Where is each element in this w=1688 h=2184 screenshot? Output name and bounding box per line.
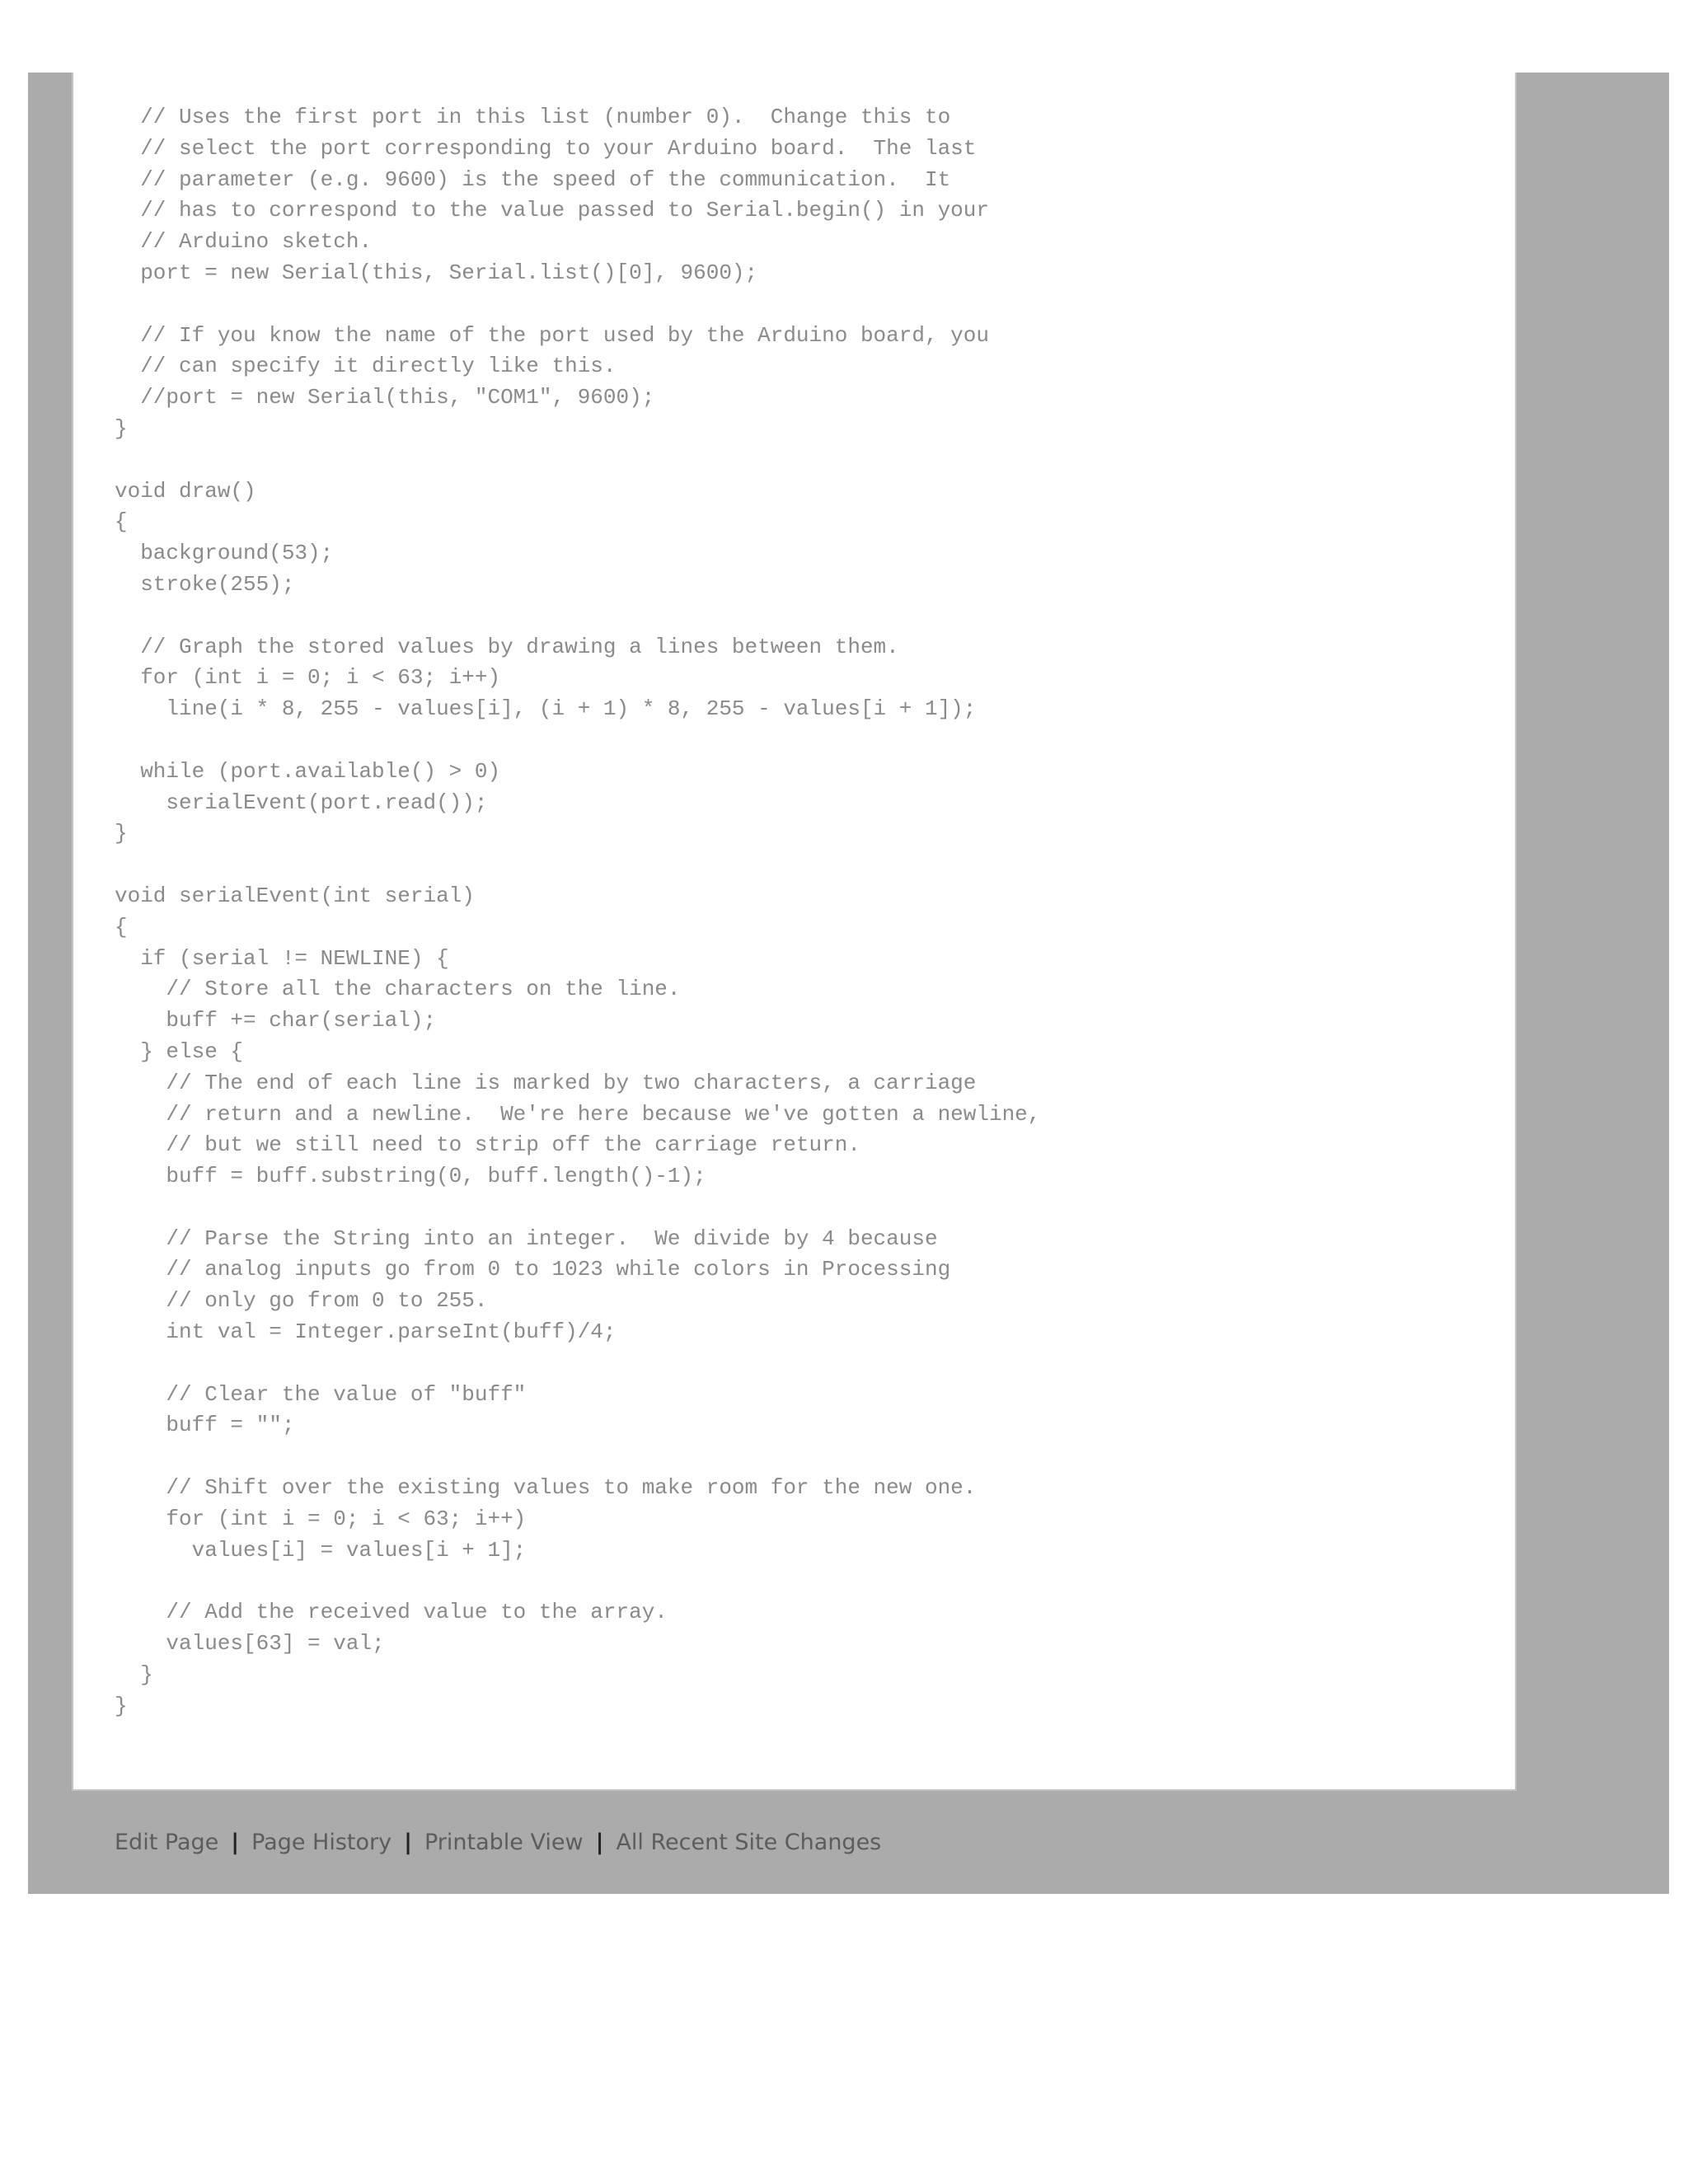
printable-view-link[interactable]: Printable View [424,1829,584,1855]
code-line: // Arduino sketch. [115,229,373,255]
footer-separator: | [231,1829,240,1855]
code-line: background(53); [115,541,334,566]
content-panel [72,73,1517,1791]
code-line: serialEvent(port.read()); [115,790,488,815]
footer-separator: | [595,1829,604,1855]
code-line: values[63] = val; [115,1631,385,1657]
code-line: } else { [115,1038,244,1064]
code-line: buff = ""; [115,1413,295,1438]
code-line: line(i * 8, 255 - values[i], (i + 1) * 8, 255 - values[i + 1]); [115,696,977,722]
code-line: { [115,509,128,535]
code-line: } [115,1661,153,1687]
code-line: port = new Serial(this, Serial.list()[0], 9600); [115,260,758,285]
code-line [115,1193,1040,1224]
code-line: for (int i = 0; i < 63; i++) [115,1506,527,1531]
code-block [115,102,1040,1722]
code-line: // parameter (e.g. 9600) is the speed of the communication. It [115,166,951,192]
code-line [115,1566,1040,1597]
code-line: // but we still need to strip off the carriage return. [115,1132,860,1158]
code-line [115,601,1040,632]
all-recent-site-changes-link[interactable]: All Recent Site Changes [616,1829,882,1855]
page-frame [28,73,1669,1894]
code-line: // Graph the stored values by drawing a lines between them. [115,634,899,659]
footer-links [115,1824,881,1860]
code-line: // Store all the characters on the line. [115,977,681,1002]
footer-separator: | [404,1829,412,1855]
edit-page-link[interactable]: Edit Page [115,1829,219,1855]
code-line: if (serial != NEWLINE) { [115,945,449,971]
code-line: // Clear the value of "buff" [115,1381,527,1407]
code-line: // can specify it directly like this. [115,354,617,379]
code-line [115,1441,1040,1473]
code-line: while (port.available() > 0) [115,758,501,784]
code-line: int val = Integer.parseInt(buff)/4; [115,1319,617,1345]
code-line: buff = buff.substring(0, buff.length()-1); [115,1164,706,1189]
code-line: // If you know the name of the port used by the Arduino board, you [115,322,989,348]
code-line: // The end of each line is marked by two characters, a carriage [115,1070,977,1095]
code-line: for (int i = 0; i < 63; i++) [115,665,501,691]
code-line: // select the port corresponding to your Arduino board. The last [115,135,977,161]
code-line: stroke(255); [115,571,295,597]
page-history-link[interactable]: Page History [251,1829,392,1855]
code-line [115,725,1040,757]
code-line: buff += char(serial); [115,1008,437,1033]
code-line: // only go from 0 to 255. [115,1288,488,1314]
code-line: //port = new Serial(this, "COM1", 9600); [115,385,655,410]
code-line [115,850,1040,881]
code-line [115,445,1040,476]
code-line: // Parse the String into an integer. We divide by 4 because [115,1226,938,1251]
code-line: // Add the received value to the array. [115,1600,668,1625]
code-line: // has to correspond to the value passed to Serial.begin() in your [115,198,989,223]
code-line [115,289,1040,321]
code-line: // Uses the first port in this list (number 0). Change this to [115,105,951,129]
code-line: // analog inputs go from 0 to 1023 while colors in Processing [115,1257,951,1282]
code-line: // return and a newline. We're here because we've gotten a newline, [115,1101,1041,1127]
code-line: values[i] = values[i + 1]; [115,1537,527,1563]
code-line: void serialEvent(int serial) [115,883,475,908]
code-line: } [115,1693,128,1718]
code-line: { [115,914,128,940]
code-line: } [115,821,128,846]
code-line [115,1348,1040,1380]
code-line: // Shift over the existing values to make room for the new one. [115,1475,977,1501]
code-line: } [115,415,128,441]
code-line: void draw() [115,478,256,504]
